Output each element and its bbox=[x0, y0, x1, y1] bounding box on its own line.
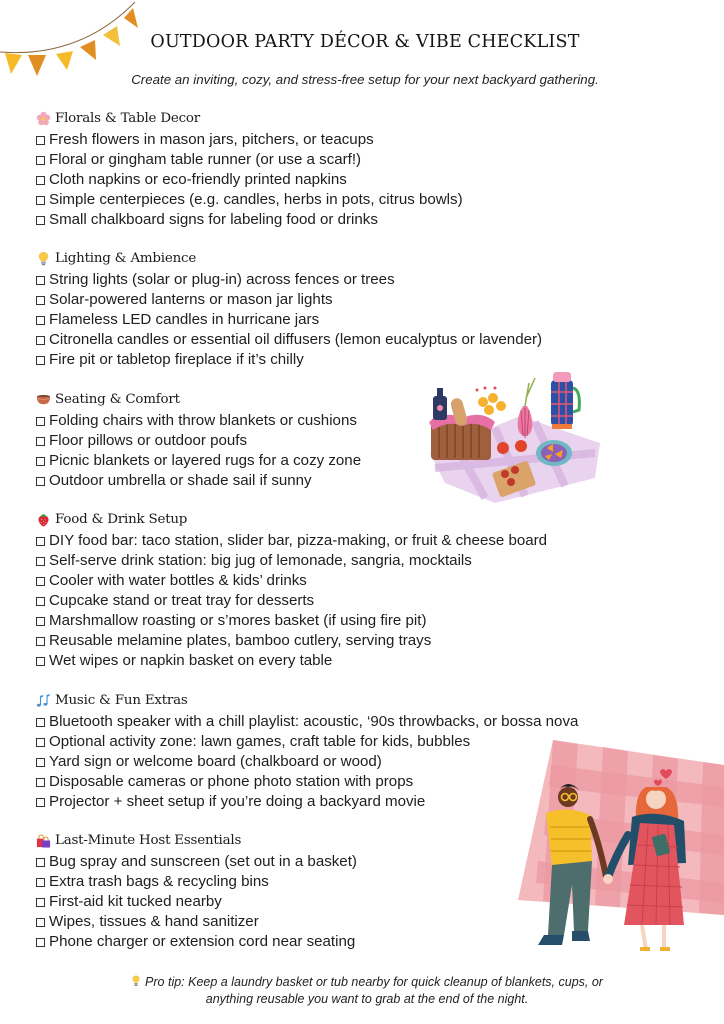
checklist-item[interactable] bbox=[36, 189, 463, 209]
checklist-item[interactable] bbox=[36, 570, 547, 590]
checklist-item[interactable] bbox=[36, 851, 357, 871]
checkbox[interactable] bbox=[36, 296, 45, 305]
item-label: Fire pit or tabletop fireplace if it’s chilly bbox=[49, 350, 304, 368]
checklist bbox=[36, 530, 547, 671]
checklist-item[interactable] bbox=[36, 891, 357, 911]
section-florals bbox=[36, 108, 463, 229]
checkbox[interactable] bbox=[36, 437, 45, 446]
checklist-item[interactable] bbox=[36, 610, 547, 630]
item-label: Cloth napkins or eco-friendly printed napkins bbox=[49, 170, 347, 188]
picnic-basket-illustration bbox=[425, 358, 605, 508]
checklist-item[interactable] bbox=[36, 430, 361, 450]
item-label: Projector + sheet setup if you’re doing a backyard movie bbox=[49, 792, 426, 810]
checklist-item[interactable] bbox=[36, 911, 357, 931]
section-title: Lighting & Ambience bbox=[55, 250, 197, 266]
checkbox[interactable] bbox=[36, 537, 45, 546]
checkbox[interactable] bbox=[36, 316, 45, 325]
checklist-item[interactable] bbox=[36, 269, 542, 289]
item-label: Outdoor umbrella or shade sail if sunny bbox=[49, 471, 312, 489]
checklist-item[interactable] bbox=[36, 149, 463, 169]
checklist bbox=[36, 711, 578, 811]
checklist-item[interactable] bbox=[36, 470, 361, 490]
item-label: Bug spray and sunscreen (set out in a basket) bbox=[49, 852, 357, 870]
section-heading bbox=[36, 248, 542, 268]
item-label: Wet wipes or napkin basket on every table bbox=[49, 652, 333, 670]
item-label: Reusable melamine plates, bamboo cutlery, serving trays bbox=[49, 632, 432, 650]
section-seating bbox=[36, 389, 361, 490]
cherry-blossom-icon bbox=[36, 111, 51, 126]
checklist-item[interactable] bbox=[36, 169, 463, 189]
item-label: Picnic blankets or layered rugs for a cozy zone bbox=[49, 451, 362, 469]
section-title: Florals & Table Decor bbox=[55, 110, 200, 126]
checklist-item[interactable] bbox=[36, 530, 547, 550]
section-heading bbox=[36, 690, 578, 710]
couple-on-picnic-blanket-illustration bbox=[508, 735, 724, 965]
checklist-item[interactable] bbox=[36, 129, 463, 149]
checkbox[interactable] bbox=[36, 276, 45, 285]
checkbox[interactable] bbox=[36, 738, 45, 747]
checklist-item[interactable] bbox=[36, 771, 578, 791]
checkbox[interactable] bbox=[36, 216, 45, 225]
checkbox[interactable] bbox=[36, 176, 45, 185]
checklist-item[interactable] bbox=[36, 590, 547, 610]
section-food-drink bbox=[36, 509, 547, 671]
item-label: Phone charger or extension cord near seating bbox=[49, 932, 356, 950]
checklist-item[interactable] bbox=[36, 630, 547, 650]
checkbox[interactable] bbox=[36, 858, 45, 867]
strawberry-icon bbox=[36, 512, 51, 527]
bowl-icon bbox=[36, 392, 51, 407]
music-notes-icon bbox=[36, 693, 51, 708]
item-label: Citronella candles or essential oil diffusers (lemon eucalyptus or lavender) bbox=[49, 330, 543, 348]
checkbox[interactable] bbox=[36, 878, 45, 887]
checklist-item[interactable] bbox=[36, 731, 578, 751]
item-label: Floral or gingham table runner (or use a scarf!) bbox=[49, 150, 362, 168]
pro-tip-line-2: anything reusable you want to grab at the end of the night. bbox=[205, 992, 529, 1006]
checklist-item[interactable] bbox=[36, 309, 542, 329]
section-title: Music & Fun Extras bbox=[55, 692, 188, 708]
item-label: Optional activity zone: lawn games, craft table for kids, bubbles bbox=[49, 732, 471, 750]
checklist bbox=[36, 269, 542, 369]
section-heading bbox=[36, 108, 463, 128]
checklist-item[interactable] bbox=[36, 711, 578, 731]
item-label: Bluetooth speaker with a chill playlist: acoustic, ‘90s throwbacks, or bossa nova bbox=[49, 712, 579, 730]
checkbox[interactable] bbox=[36, 778, 45, 787]
item-label: Folding chairs with throw blankets or cushions bbox=[49, 411, 357, 429]
section-music bbox=[36, 690, 578, 811]
item-label: Marshmallow roasting or s’mores basket (if using fire pit) bbox=[49, 611, 427, 629]
checkbox[interactable] bbox=[36, 938, 45, 947]
item-label: Extra trash bags & recycling bins bbox=[49, 872, 269, 890]
checkbox[interactable] bbox=[36, 356, 45, 365]
checklist-item[interactable] bbox=[36, 550, 547, 570]
checkbox[interactable] bbox=[36, 597, 45, 606]
light-bulb-icon bbox=[36, 251, 51, 266]
item-label: Wipes, tissues & hand sanitizer bbox=[49, 912, 259, 930]
checkbox[interactable] bbox=[36, 457, 45, 466]
section-title: Last-Minute Host Essentials bbox=[55, 832, 242, 848]
section-host-essentials bbox=[36, 830, 357, 951]
item-label: Solar-powered lanterns or mason jar lights bbox=[49, 290, 333, 308]
section-title: Seating & Comfort bbox=[55, 391, 180, 407]
section-heading bbox=[36, 509, 547, 529]
checklist-item[interactable] bbox=[36, 931, 357, 951]
checklist-item[interactable] bbox=[36, 329, 542, 349]
checklist-item[interactable] bbox=[36, 450, 361, 470]
checklist bbox=[36, 851, 357, 951]
checkbox[interactable] bbox=[36, 136, 45, 145]
checkbox[interactable] bbox=[36, 657, 45, 666]
section-title: Food & Drink Setup bbox=[55, 511, 188, 527]
checklist bbox=[36, 129, 463, 229]
page-title: OUTDOOR PARTY DÉCOR & VIBE CHECKLIST bbox=[150, 32, 580, 52]
checklist bbox=[36, 410, 361, 490]
checkbox[interactable] bbox=[36, 557, 45, 566]
item-label: Yard sign or welcome board (chalkboard or wood) bbox=[49, 752, 382, 770]
section-lighting bbox=[36, 248, 542, 369]
checklist-item[interactable] bbox=[36, 651, 547, 671]
checklist-item[interactable] bbox=[36, 410, 361, 430]
item-label: Flameless LED candles in hurricane jars bbox=[49, 310, 320, 328]
pro-tip bbox=[0, 974, 724, 1008]
item-label: Cooler with water bottles & kids’ drinks bbox=[49, 571, 307, 589]
checklist-item[interactable] bbox=[36, 871, 357, 891]
section-heading bbox=[36, 830, 357, 850]
item-label: Cupcake stand or treat tray for desserts bbox=[49, 591, 315, 609]
checklist-item[interactable] bbox=[36, 751, 578, 771]
item-label: Self-serve drink station: big jug of lemonade, sangria, mocktails bbox=[49, 551, 472, 569]
checkbox[interactable] bbox=[36, 196, 45, 205]
item-label: String lights (solar or plug-in) across fences or trees bbox=[49, 270, 395, 288]
checkbox[interactable] bbox=[36, 758, 45, 767]
item-label: Small chalkboard signs for labeling food or drinks bbox=[49, 210, 378, 228]
checklist-item[interactable] bbox=[36, 209, 463, 229]
item-label: Floor pillows or outdoor poufs bbox=[49, 431, 247, 449]
shopping-bags-icon bbox=[36, 833, 51, 848]
page-subtitle: Create an inviting, cozy, and stress-free setup for your next backyard gathering. bbox=[131, 72, 599, 87]
checkbox[interactable] bbox=[36, 156, 45, 165]
pro-tip-line-1: Pro tip: Keep a laundry basket or tub nearby for quick cleanup of blankets, cups, or bbox=[145, 975, 603, 989]
checkbox[interactable] bbox=[36, 918, 45, 927]
checkbox[interactable] bbox=[36, 477, 45, 486]
checkbox[interactable] bbox=[36, 798, 45, 807]
checkbox[interactable] bbox=[36, 577, 45, 586]
checkbox[interactable] bbox=[36, 336, 45, 345]
checklist-item[interactable] bbox=[36, 289, 542, 309]
light-bulb-icon bbox=[131, 975, 141, 987]
checklist-item[interactable] bbox=[36, 791, 578, 811]
item-label: Fresh flowers in mason jars, pitchers, or teacups bbox=[49, 130, 374, 148]
checkbox[interactable] bbox=[36, 898, 45, 907]
checkbox[interactable] bbox=[36, 417, 45, 426]
section-heading bbox=[36, 389, 361, 409]
item-label: Disposable cameras or phone photo station with props bbox=[49, 772, 414, 790]
checkbox[interactable] bbox=[36, 637, 45, 646]
checkbox[interactable] bbox=[36, 617, 45, 626]
item-label: Simple centerpieces (e.g. candles, herbs in pots, citrus bowls) bbox=[49, 190, 463, 208]
item-label: First-aid kit tucked nearby bbox=[49, 892, 222, 910]
checkbox[interactable] bbox=[36, 718, 45, 727]
item-label: DIY food bar: taco station, slider bar, pizza-making, or fruit & cheese board bbox=[49, 531, 548, 549]
